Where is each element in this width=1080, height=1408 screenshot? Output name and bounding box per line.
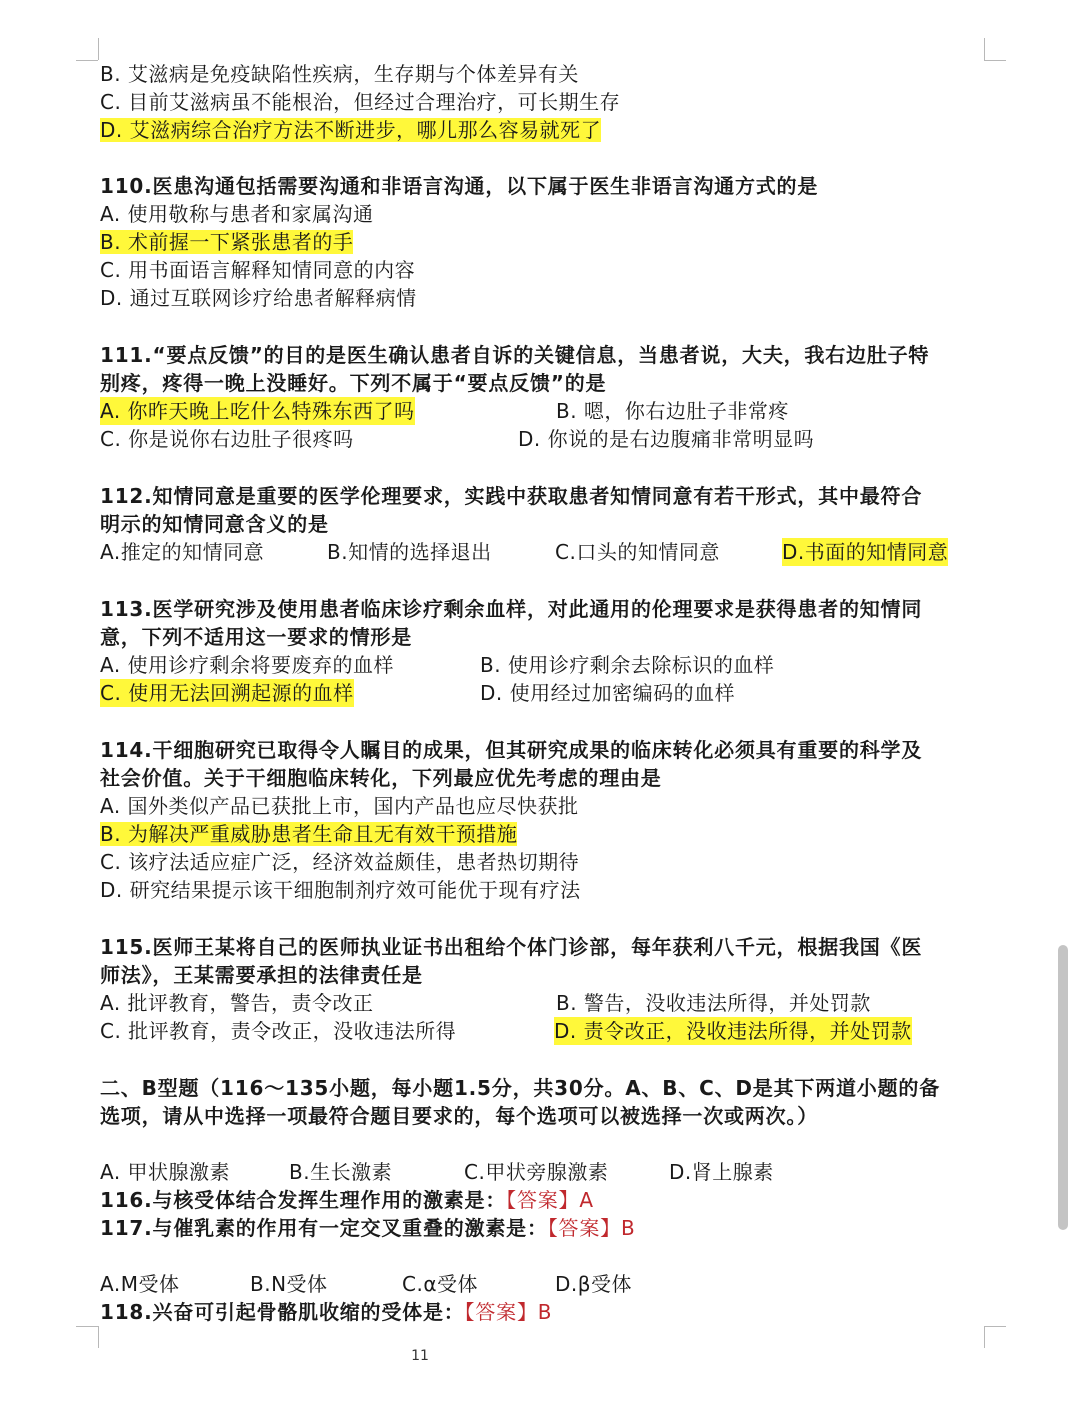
crop-mark-bottom-left — [98, 1326, 99, 1348]
option-110-a: A. 使用敬称与患者和家属沟通 — [100, 202, 374, 226]
page-number: 11 — [411, 1348, 429, 1364]
crop-mark-top-left-h — [76, 60, 98, 61]
question-117-row — [100, 1214, 635, 1242]
question-117: 117.与催乳素的作用有一定交叉重叠的激素是： — [100, 1216, 548, 1240]
question-112-line1: 112.知情同意是重要的医学伦理要求，实践中获取患者知情同意有若干形式，其中最符合 — [100, 484, 923, 508]
question-114-line2: 社会价值。关于干细胞临床转化，下列最应优先考虑的理由是 — [100, 766, 662, 790]
crop-mark-bottom-left-h — [76, 1326, 98, 1327]
group2-option-b: B.N受体 — [250, 1272, 328, 1296]
crop-mark-bottom-right-h — [984, 1326, 1006, 1327]
option-109-d: D. 艾滋病综合治疗方法不断进步，哪儿那么容易就死了 — [100, 118, 602, 142]
question-111-line2: 别疼，疼得一晚上没睡好。下列不属于“要点反馈”的是 — [100, 371, 607, 395]
group1-option-c: C.甲状旁腺激素 — [464, 1160, 609, 1184]
option-109-c: C. 目前艾滋病虽不能根治，但经过合理治疗，可长期生存 — [100, 90, 621, 114]
section-heading-line1: 二、B型题（116～135小题，每小题1.5分，共30分。A、B、C、D是其下两道小题的备 — [100, 1076, 941, 1100]
group1-option-d: D.肾上腺素 — [669, 1160, 774, 1184]
group1-option-a: A. 甲状腺激素 — [100, 1160, 231, 1184]
question-113-line2: 意，下列不适用这一要求的情形是 — [100, 625, 412, 649]
option-111-b: B. 嗯，你右边肚子非常疼 — [556, 399, 789, 423]
question-116-row — [100, 1186, 594, 1214]
question-115-line2: 师法》，王某需要承担的法律责任是 — [100, 963, 423, 987]
question-113-line1: 113.医学研究涉及使用患者临床诊疗剩余血样，对此通用的伦理要求是获得患者的知情同 — [100, 597, 923, 621]
question-118-row — [100, 1298, 552, 1326]
option-111-a: A. 你昨天晚上吃什么特殊东西了吗 — [100, 399, 415, 423]
crop-mark-bottom-right — [984, 1326, 985, 1348]
option-114-c: C. 该疗法适应症广泛，经济效益颇佳，患者热切期待 — [100, 850, 580, 874]
option-110-c: C. 用书面语言解释知情同意的内容 — [100, 258, 416, 282]
option-110-b-row — [100, 228, 353, 256]
option-110-d: D. 通过互联网诊疗给患者解释病情 — [100, 286, 417, 310]
option-113-d: D. 使用经过加密编码的血样 — [480, 681, 736, 705]
option-114-d: D. 研究结果提示该干细胞制剂疗效可能优于现有疗法 — [100, 878, 581, 902]
question-112-line2: 明示的知情同意含义的是 — [100, 512, 329, 536]
option-115-d: D. 责令改正，没收违法所得，并处罚款 — [554, 1019, 912, 1043]
option-114-b: B. 为解决严重威胁患者生命且无有效干预措施 — [100, 822, 518, 846]
question-114-line1: 114.干细胞研究已取得令人瞩目的成果，但其研究成果的临床转化必须具有重要的科学及 — [100, 738, 923, 762]
question-111-line1: 111.“要点反馈”的目的是医生确认患者自诉的关键信息，当患者说，大夫，我右边肚子特 — [100, 343, 930, 367]
option-115-a: A. 批评教育，警告，责令改正 — [100, 991, 374, 1015]
question-118: 118.兴奋可引起骨骼肌收缩的受体是： — [100, 1300, 465, 1324]
option-111-c: C. 你是说你右边肚子很疼吗 — [100, 427, 354, 451]
section-heading-line2: 选项，请从中选择一项最符合题目要求的，每个选项可以被选择一次或两次。） — [100, 1104, 818, 1128]
option-113-b: B. 使用诊疗剩余去除标识的血样 — [480, 653, 775, 677]
option-112-a: A.推定的知情同意 — [100, 540, 265, 564]
option-111-d: D. 你说的是右边腹痛非常明显吗 — [518, 427, 815, 451]
option-115-c: C. 批评教育，责令改正，没收违法所得 — [100, 1019, 457, 1043]
option-109-b: B. 艾滋病是免疫缺陷性疾病，生存期与个体差异有关 — [100, 62, 579, 86]
group1-option-b: B.生长激素 — [289, 1160, 393, 1184]
question-115-line1: 115.医师王某将自己的医师执业证书出租给个体门诊部，每年获利八千元，根据我国《医 — [100, 935, 923, 959]
question-116: 116.与核受体结合发挥生理作用的激素是： — [100, 1188, 507, 1212]
option-114-b-row — [100, 820, 517, 848]
group2-option-c: C.α受体 — [402, 1272, 479, 1296]
group2-option-d: D.β受体 — [555, 1272, 633, 1296]
option-113-c: C. 使用无法回溯起源的血样 — [100, 681, 354, 705]
answer-117: 【答案】B — [547, 1216, 636, 1240]
option-113-a: A. 使用诊疗剩余将要废弃的血样 — [100, 653, 395, 677]
option-109-d-row — [100, 116, 601, 144]
answer-116: 【答案】A — [506, 1188, 594, 1212]
crop-mark-top-right — [984, 38, 985, 60]
crop-mark-top-right-h — [984, 60, 1006, 61]
question-110: 110.医患沟通包括需要沟通和非语言沟通，以下属于医生非语言沟通方式的是 — [100, 174, 819, 198]
crop-mark-top-left — [98, 38, 99, 60]
option-112-b: B.知情的选择退出 — [327, 540, 492, 564]
option-112-d: D.书面的知情同意 — [782, 540, 949, 564]
option-112-c: C.口头的知情同意 — [555, 540, 720, 564]
option-110-b: B. 术前握一下紧张患者的手 — [100, 230, 354, 254]
answer-118: 【答案】B — [464, 1300, 553, 1324]
option-114-a: A. 国外类似产品已获批上市，国内产品也应尽快获批 — [100, 794, 579, 818]
vertical-scrollbar[interactable] — [1058, 945, 1068, 1230]
option-115-b: B. 警告，没收违法所得，并处罚款 — [556, 991, 871, 1015]
group2-option-a: A.M受体 — [100, 1272, 180, 1296]
